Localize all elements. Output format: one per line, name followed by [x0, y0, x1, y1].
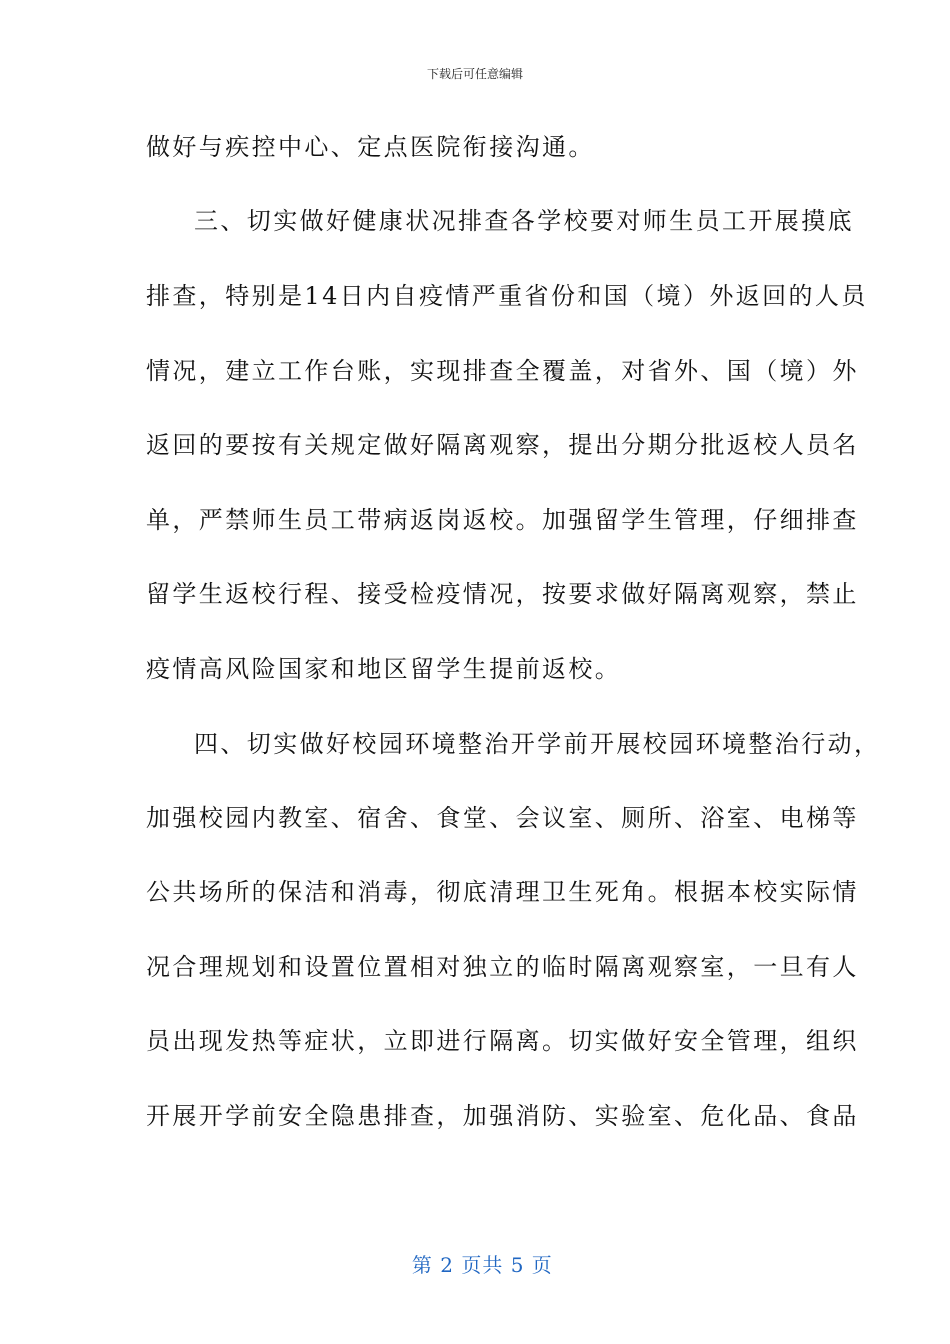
page-number-footer: [0, 1226, 950, 1278]
body-line-3: 排查，特别是14日内自疫情严重省份和国（境）外返回的人员: [146, 282, 868, 310]
body-line-8: 疫情高风险国家和地区留学生提前返校。: [146, 655, 622, 683]
body-line-11: 公共场所的保洁和消毒，彻底清理卫生死角。根据本校实际情: [146, 878, 859, 906]
page-header-note: 下载后可任意编辑: [426, 67, 523, 81]
body-line-13: 员出现发热等症状，立即进行隔离。切实做好安全管理，组织: [146, 1027, 859, 1055]
section-four-heading-line: 四、切实做好校园环境整治开学前开展校园环境整治行动，: [194, 730, 881, 758]
body-line-7: 留学生返校行程、接受检疫情况，按要求做好隔离观察，禁止: [146, 580, 859, 608]
body-line-12: 况合理规划和设置位置相对独立的临时隔离观察室，一旦有人: [146, 953, 859, 981]
body-line-10: 加强校园内教室、宿舍、食堂、会议室、厕所、浴室、电梯等: [146, 804, 859, 832]
page-number-label: 第 2 页共 5 页: [411, 1253, 553, 1277]
body-line-5: 返回的要按有关规定做好隔离观察，提出分期分批返校人员名: [146, 431, 859, 459]
section-three-heading-line: 三、切实做好健康状况排查各学校要对师生员工开展摸底: [194, 207, 854, 235]
body-line-6: 单，严禁师生员工带病返岗返校。加强留学生管理，仔细排查: [146, 506, 859, 534]
body-line-4: 情况，建立工作台账，实现排查全覆盖，对省外、国（境）外: [146, 357, 859, 385]
body-line-14: 开展开学前安全隐患排查，加强消防、实验室、危化品、食品: [146, 1102, 859, 1130]
body-line-1: 做好与疾控中心、定点医院衔接沟通。: [146, 133, 595, 161]
